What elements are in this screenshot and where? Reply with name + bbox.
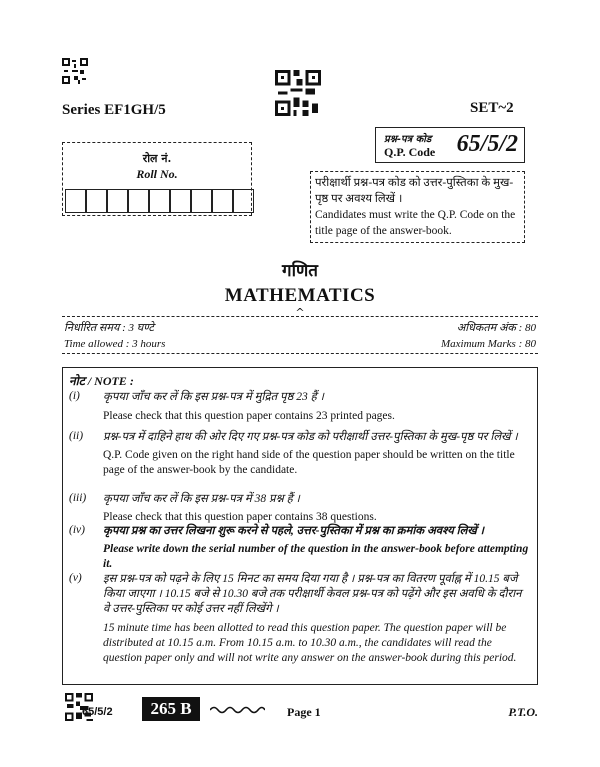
roll-cell[interactable] — [86, 189, 107, 213]
time-marks-box — [62, 316, 538, 354]
note-text-hindi: कृपया जाँच कर लें कि इस प्रश्न-पत्र में मुद्रित पृष्ठ 23 हैं । — [103, 391, 324, 403]
caret-mark: ^ — [295, 306, 305, 319]
roll-number-cells — [65, 189, 254, 213]
qr-code-small — [62, 58, 88, 84]
notes-heading: नोट / NOTE : — [69, 374, 134, 388]
note-number: (i) — [69, 390, 80, 402]
time-allowed-english: Time allowed : 3 hours — [64, 338, 166, 350]
qr-code-center — [275, 70, 321, 116]
qp-label-english: Q.P. Code — [384, 145, 436, 159]
roll-label-hindi: रोल नं. — [142, 152, 172, 165]
series-label: Series EF1GH/5 — [62, 102, 166, 118]
note-text-hindi: इस प्रश्न-पत्र को पढ़ने के लिए 15 मिनट का समय दिया गया है । प्रश्न-पत्र का वितरण पूर्वाह्न में 10.15 बजे किया जाएगा । 10.15 बजे से 10.30 बजे तक परीक्षार्थी केवल प्रश्न-पत्र को पढ़ेंगे और इस अवधि के दौरान वे उत्तर-पुस्तिका पर कोई उत्तर नहीं लिखेंगे । — [103, 573, 522, 615]
set-label: SET~2 — [470, 100, 514, 116]
time-allowed-hindi: निर्धारित समय : 3 घण्टे — [64, 322, 154, 334]
qp-code-box — [375, 127, 525, 163]
note-text-hindi: कृपया जाँच कर लें कि इस प्रश्न-पत्र में 38 प्रश्न हैं । — [103, 493, 300, 505]
footer-qp-code: 65/5/2 — [82, 706, 113, 718]
roll-cell[interactable] — [233, 189, 254, 213]
page-footer — [62, 693, 538, 725]
roll-cell[interactable] — [65, 189, 86, 213]
note-number: (iii) — [69, 492, 87, 504]
qp-label-hindi: प्रश्न-पत्र कोड — [384, 134, 432, 145]
notice-hindi: परीक्षार्थी प्रश्न-पत्र कोड को उत्तर-पुस्तिका के मुख-पृष्ठ पर अवश्य लिखें । — [315, 177, 514, 205]
notes-box — [62, 367, 538, 685]
note-text-english: Please check that this question paper contains 38 questions. — [103, 511, 377, 523]
pto-label: P.T.O. — [508, 705, 538, 719]
note-text-hindi: कृपया प्रश्न का उत्तर लिखना शुरू करने से पहले, उत्तर-पुस्तिका में प्रश्न का क्रमांक अवश्य लिखें । — [103, 525, 485, 537]
max-marks-hindi: अधिकतम अंक : 80 — [456, 322, 536, 334]
note-item — [69, 524, 529, 572]
roll-cell[interactable] — [191, 189, 212, 213]
note-text-english: Please check that this question paper contains 23 printed pages. — [103, 410, 395, 422]
note-text-english: Please write down the serial number of the question in the answer-book before attempting it. — [103, 543, 529, 570]
note-number: (ii) — [69, 430, 84, 442]
subject-title-hindi: गणित — [282, 261, 318, 281]
notice-english: Candidates must write the Q.P. Code on the title page of the answer-book. — [315, 209, 516, 237]
note-item — [69, 390, 529, 424]
note-item — [69, 572, 529, 680]
note-text-hindi: प्रश्न-पत्र में दाहिने हाथ की ओर दिए गए प्रश्न-पत्र कोड को परीक्षार्थी उत्तर-पुस्तिका के मुख-पृष्ठ पर लिखें । — [103, 431, 518, 443]
roll-cell[interactable] — [128, 189, 149, 213]
note-number: (iv) — [69, 524, 85, 536]
note-item — [69, 430, 529, 494]
page-number: Page 1 — [287, 705, 321, 719]
candidate-notice — [310, 171, 525, 243]
footer-badge: 265 B — [142, 697, 200, 721]
roll-cell[interactable] — [149, 189, 170, 213]
note-item — [69, 492, 529, 522]
roll-label-english: Roll No. — [136, 167, 178, 181]
qp-code-value: 65/5/2 — [456, 131, 518, 157]
roll-cell[interactable] — [107, 189, 128, 213]
roll-number-box — [62, 142, 252, 216]
subject-title-english: MATHEMATICS — [224, 285, 376, 306]
note-number: (v) — [69, 572, 82, 584]
wave-icon — [210, 705, 265, 715]
roll-cell[interactable] — [212, 189, 233, 213]
roll-cell[interactable] — [170, 189, 191, 213]
note-text-english: Q.P. Code given on the right hand side of the question paper should be written on the title page of the answer-book by the candidate. — [103, 449, 515, 476]
max-marks-english: Maximum Marks : 80 — [440, 338, 536, 350]
note-text-english: 15 minute time has been allotted to read this question paper. The question paper will be distributed at 10.15 a.m. From 10.15 a.m. to 10.30 a.m., the candidates will read the question paper only and will not write any answer on the answer-book during this period. — [103, 622, 517, 664]
